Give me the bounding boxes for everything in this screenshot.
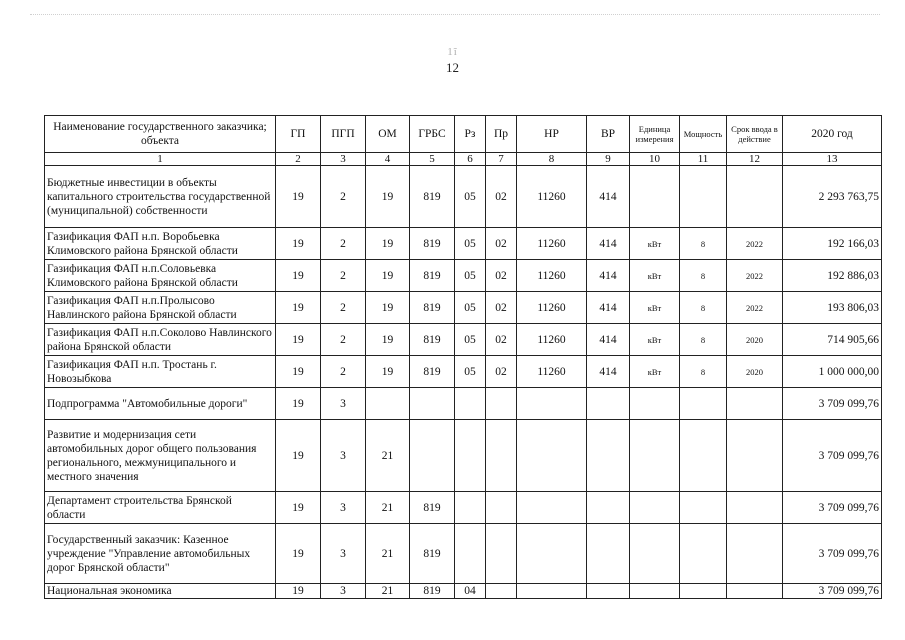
code-cell: 05	[455, 324, 486, 356]
code-cell: 11260	[517, 166, 587, 228]
code-cell	[727, 492, 783, 524]
page-number: 12	[446, 60, 459, 75]
code-cell: 8	[680, 260, 727, 292]
code-cell: 414	[587, 292, 630, 324]
code-cell: 19	[276, 420, 321, 492]
code-cell: 3	[321, 388, 366, 420]
code-cell: 8	[680, 324, 727, 356]
code-cell: 19	[366, 324, 410, 356]
header-gp: ГП	[276, 116, 321, 153]
code-cell: 819	[410, 492, 455, 524]
code-cell	[410, 388, 455, 420]
code-cell	[517, 492, 587, 524]
code-cell: 21	[366, 524, 410, 584]
code-cell: 05	[455, 356, 486, 388]
code-cell: кВт	[630, 356, 680, 388]
table-row	[45, 260, 882, 292]
code-cell	[727, 524, 783, 584]
code-cell: 819	[410, 166, 455, 228]
object-name-cell: Газификация ФАП н.п.Соловьевка Климовского района Брянской области	[45, 260, 276, 292]
faint-page-number: 1ĩ	[447, 46, 458, 58]
code-cell	[486, 584, 517, 599]
code-cell: 2	[321, 324, 366, 356]
code-cell	[727, 166, 783, 228]
amount-cell: 3 709 099,76	[783, 492, 882, 524]
header-rz: Рз	[455, 116, 486, 153]
object-name-cell: Государственный заказчик: Казенное учреждение "Управление автомобильных дорог Брянской области"	[45, 524, 276, 584]
code-cell: 21	[366, 492, 410, 524]
table-row	[45, 420, 882, 492]
code-cell	[517, 420, 587, 492]
code-cell: 19	[276, 356, 321, 388]
code-cell: 2022	[727, 292, 783, 324]
table-row	[45, 356, 882, 388]
col-number: 6	[455, 153, 486, 166]
code-cell: 414	[587, 260, 630, 292]
code-cell: 19	[276, 166, 321, 228]
amount-cell: 1 000 000,00	[783, 356, 882, 388]
col-number: 10	[630, 153, 680, 166]
code-cell	[630, 492, 680, 524]
code-cell	[680, 388, 727, 420]
code-cell: кВт	[630, 324, 680, 356]
code-cell: 819	[410, 260, 455, 292]
header-pr: Пр	[486, 116, 517, 153]
code-cell: 819	[410, 356, 455, 388]
header-unit: Единица измерения	[630, 116, 680, 153]
code-cell	[727, 584, 783, 599]
code-cell: 19	[276, 524, 321, 584]
code-cell	[587, 584, 630, 599]
code-cell: 11260	[517, 228, 587, 260]
header-row	[45, 116, 882, 153]
code-cell: 19	[366, 356, 410, 388]
object-name-cell: Департамент строительства Брянской области	[45, 492, 276, 524]
col-number: 12	[727, 153, 783, 166]
code-cell: 19	[276, 492, 321, 524]
table-row	[45, 292, 882, 324]
scan-artifact-line	[30, 14, 880, 16]
code-cell: кВт	[630, 228, 680, 260]
code-cell: 819	[410, 324, 455, 356]
budget-table	[44, 115, 882, 599]
col-number: 3	[321, 153, 366, 166]
object-name-cell: Газификация ФАП н.п. Тростань г. Новозыбкова	[45, 356, 276, 388]
header-commissioning: Срок ввода в действие	[727, 116, 783, 153]
code-cell	[727, 420, 783, 492]
code-cell: 414	[587, 166, 630, 228]
col-number: 2	[276, 153, 321, 166]
code-cell: 3	[321, 492, 366, 524]
code-cell: 414	[587, 324, 630, 356]
header-nr: НР	[517, 116, 587, 153]
code-cell: 2	[321, 166, 366, 228]
code-cell	[727, 388, 783, 420]
code-cell: 2022	[727, 260, 783, 292]
code-cell: 3	[321, 584, 366, 599]
col-number: 13	[783, 153, 882, 166]
code-cell: 19	[366, 228, 410, 260]
table-row	[45, 166, 882, 228]
code-cell: 414	[587, 356, 630, 388]
code-cell	[410, 420, 455, 492]
code-cell: 2020	[727, 324, 783, 356]
code-cell	[587, 420, 630, 492]
code-cell: 2	[321, 228, 366, 260]
code-cell	[630, 524, 680, 584]
col-number: 5	[410, 153, 455, 166]
col-number: 4	[366, 153, 410, 166]
code-cell	[680, 492, 727, 524]
header-capacity: Мощность	[680, 116, 727, 153]
code-cell: 11260	[517, 356, 587, 388]
code-cell: 819	[410, 524, 455, 584]
object-name-cell: Бюджетные инвестиции в объекты капитального строительства государственной (муниципальной) собственности	[45, 166, 276, 228]
code-cell	[680, 584, 727, 599]
code-cell: 11260	[517, 324, 587, 356]
code-cell: 414	[587, 228, 630, 260]
code-cell: 02	[486, 260, 517, 292]
code-cell: 19	[366, 260, 410, 292]
code-cell: кВт	[630, 260, 680, 292]
code-cell: 21	[366, 584, 410, 599]
object-name-cell: Газификация ФАП н.п. Воробьевка Климовского района Брянской области	[45, 228, 276, 260]
col-number: 1	[45, 153, 276, 166]
table-row	[45, 388, 882, 420]
code-cell	[630, 420, 680, 492]
code-cell: 11260	[517, 292, 587, 324]
code-cell	[630, 388, 680, 420]
code-cell: 2	[321, 356, 366, 388]
code-cell	[455, 388, 486, 420]
code-cell: 3	[321, 420, 366, 492]
code-cell: 02	[486, 356, 517, 388]
object-name-cell: Развитие и модернизация сети автомобильных дорог общего пользования регионального, межмуниципального и местного значения	[45, 420, 276, 492]
table-row	[45, 492, 882, 524]
table-row	[45, 584, 882, 599]
code-cell: 05	[455, 292, 486, 324]
code-cell: 02	[486, 324, 517, 356]
object-name-cell: Газификация ФАП н.п.Соколово Навлинского района Брянской области	[45, 324, 276, 356]
amount-cell: 3 709 099,76	[783, 524, 882, 584]
code-cell: кВт	[630, 292, 680, 324]
code-cell	[630, 166, 680, 228]
code-cell	[517, 524, 587, 584]
code-cell: 02	[486, 228, 517, 260]
code-cell: 19	[366, 166, 410, 228]
table-row	[45, 228, 882, 260]
object-name-cell: Подпрограмма "Автомобильные дороги"	[45, 388, 276, 420]
code-cell: 19	[276, 292, 321, 324]
code-cell: 819	[410, 228, 455, 260]
amount-cell: 2 293 763,75	[783, 166, 882, 228]
amount-cell: 192 166,03	[783, 228, 882, 260]
code-cell: 8	[680, 356, 727, 388]
amount-cell: 3 709 099,76	[783, 420, 882, 492]
code-cell: 21	[366, 420, 410, 492]
code-cell: 2022	[727, 228, 783, 260]
code-cell: 2	[321, 260, 366, 292]
header-grbs: ГРБС	[410, 116, 455, 153]
code-cell: 19	[276, 260, 321, 292]
object-name-cell: Газификация ФАП н.п.Пролысово Навлинского района Брянской области	[45, 292, 276, 324]
code-cell	[587, 388, 630, 420]
header-vr: ВР	[587, 116, 630, 153]
code-cell: 3	[321, 524, 366, 584]
code-cell: 05	[455, 228, 486, 260]
code-cell: 19	[276, 584, 321, 599]
code-cell: 2020	[727, 356, 783, 388]
code-cell: 8	[680, 228, 727, 260]
code-cell	[455, 420, 486, 492]
code-cell: 8	[680, 292, 727, 324]
col-number: 9	[587, 153, 630, 166]
code-cell	[630, 584, 680, 599]
amount-cell: 714 905,66	[783, 324, 882, 356]
code-cell	[455, 524, 486, 584]
amount-cell: 193 806,03	[783, 292, 882, 324]
header-om: ОМ	[366, 116, 410, 153]
col-number: 7	[486, 153, 517, 166]
code-cell: 819	[410, 292, 455, 324]
object-name-cell: Национальная экономика	[45, 584, 276, 599]
code-cell: 04	[455, 584, 486, 599]
amount-cell: 192 886,03	[783, 260, 882, 292]
code-cell: 819	[410, 584, 455, 599]
code-cell	[455, 492, 486, 524]
code-cell	[366, 388, 410, 420]
table-row	[45, 524, 882, 584]
code-cell	[486, 524, 517, 584]
amount-cell: 3 709 099,76	[783, 388, 882, 420]
code-cell	[517, 584, 587, 599]
code-cell	[486, 420, 517, 492]
header-year: 2020 год	[783, 116, 882, 153]
code-cell: 19	[366, 292, 410, 324]
code-cell: 02	[486, 166, 517, 228]
col-number: 11	[680, 153, 727, 166]
amount-cell: 3 709 099,76	[783, 584, 882, 599]
code-cell	[587, 492, 630, 524]
code-cell: 19	[276, 388, 321, 420]
code-cell	[680, 166, 727, 228]
code-cell: 2	[321, 292, 366, 324]
code-cell	[680, 524, 727, 584]
code-cell	[680, 420, 727, 492]
code-cell: 05	[455, 260, 486, 292]
code-cell	[486, 492, 517, 524]
header-name: Наименование государственного заказчика; объекта	[45, 116, 276, 153]
code-cell	[517, 388, 587, 420]
header-pgp: ПГП	[321, 116, 366, 153]
code-cell: 02	[486, 292, 517, 324]
code-cell: 11260	[517, 260, 587, 292]
code-cell	[486, 388, 517, 420]
code-cell: 19	[276, 228, 321, 260]
column-number-row	[45, 153, 882, 166]
code-cell	[587, 524, 630, 584]
table-row	[45, 324, 882, 356]
code-cell: 05	[455, 166, 486, 228]
code-cell: 19	[276, 324, 321, 356]
col-number: 8	[517, 153, 587, 166]
